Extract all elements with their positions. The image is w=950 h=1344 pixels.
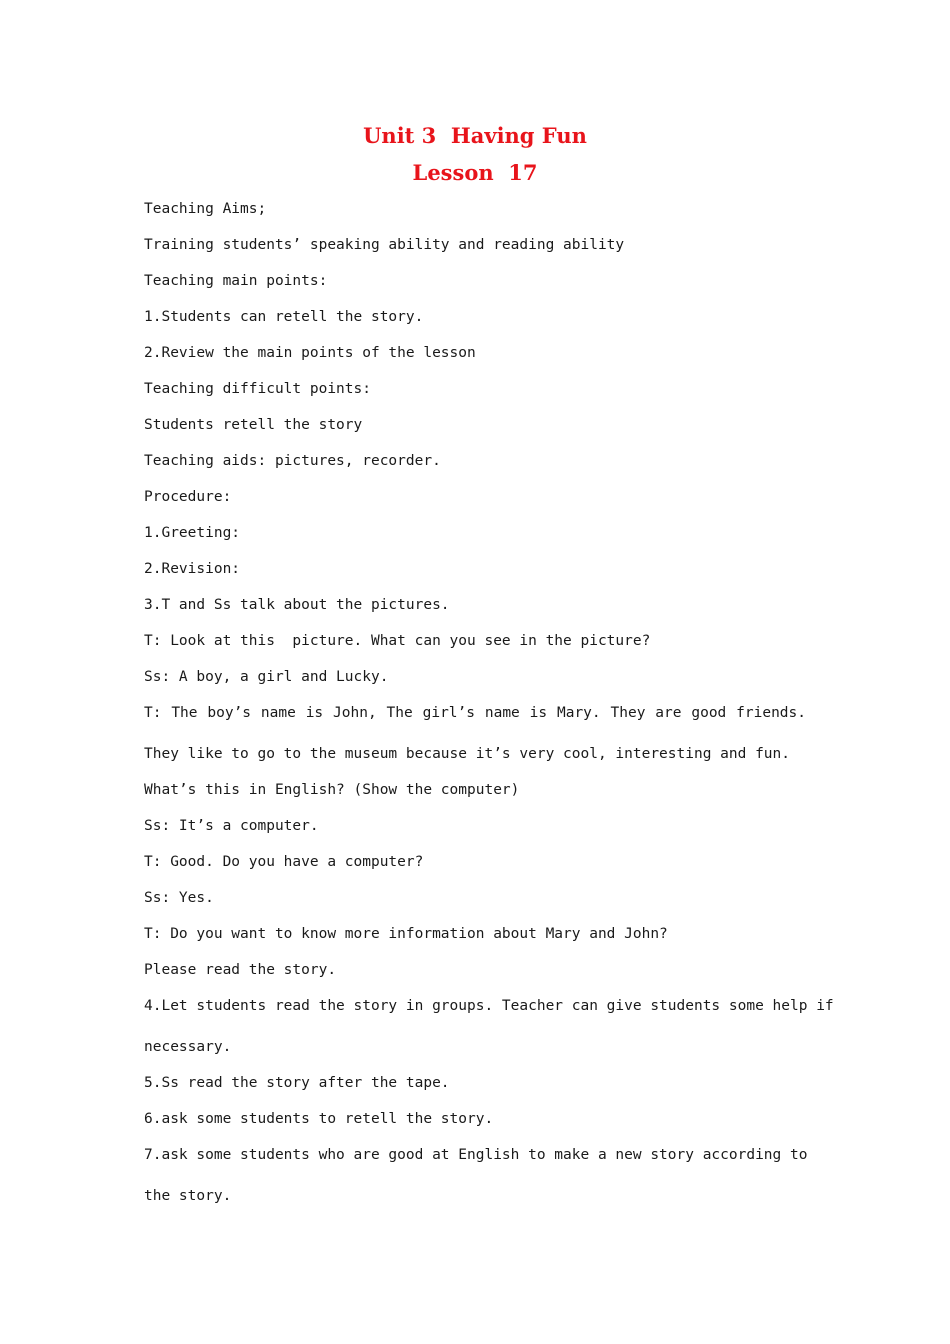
text-line: necessary. [144,1039,232,1055]
text-line: Students retell the story [144,417,363,433]
text-line: Teaching Aims; [144,201,267,217]
text-line: What’s this in English? (Show the computer) [144,782,520,798]
text-line: They like to go to the museum because it’s very cool, interesting and fun. [144,746,791,762]
text-line: T: Good. Do you have a computer? [144,854,424,870]
lesson-title: Lesson 17 [412,160,538,185]
text-line: Please read the story. [144,962,337,978]
text-line: T: Do you want to know more information about Mary and John? [144,926,668,942]
text-line: Training students’ speaking ability and reading ability [144,237,625,253]
text-line: 3.T and Ss talk about the pictures. [144,597,450,613]
text-line: 5.Ss read the story after the tape. [144,1075,450,1091]
text-line: T: The boy’s name is John, The girl’s name is Mary. They are good friends. [144,705,806,721]
text-line: 2.Revision: [144,561,241,577]
text-line: Ss: It’s a computer. [144,818,319,834]
text-line: Ss: Yes. [144,890,214,906]
text-line: Procedure: [144,489,232,505]
text-line: 1.Students can retell the story. [144,309,424,325]
unit-title: Unit 3 Having Fun [363,123,587,148]
text-line: Teaching aids: pictures, recorder. [144,453,441,469]
text-line: 2.Review the main points of the lesson [144,345,476,361]
text-line: Teaching main points: [144,273,328,289]
text-line: 4.Let students read the story in groups. Teacher can give students some help if [144,998,834,1014]
text-line: Ss: A boy, a girl and Lucky. [144,669,389,685]
text-line: 1.Greeting: [144,525,241,541]
text-line: T: Look at this picture. What can you see in the picture? [144,633,651,649]
text-line: 6.ask some students to retell the story. [144,1111,494,1127]
text-line: 7.ask some students who are good at English to make a new story according to [144,1147,808,1163]
text-line: Teaching difficult points: [144,381,371,397]
text-line: the story. [144,1188,232,1204]
